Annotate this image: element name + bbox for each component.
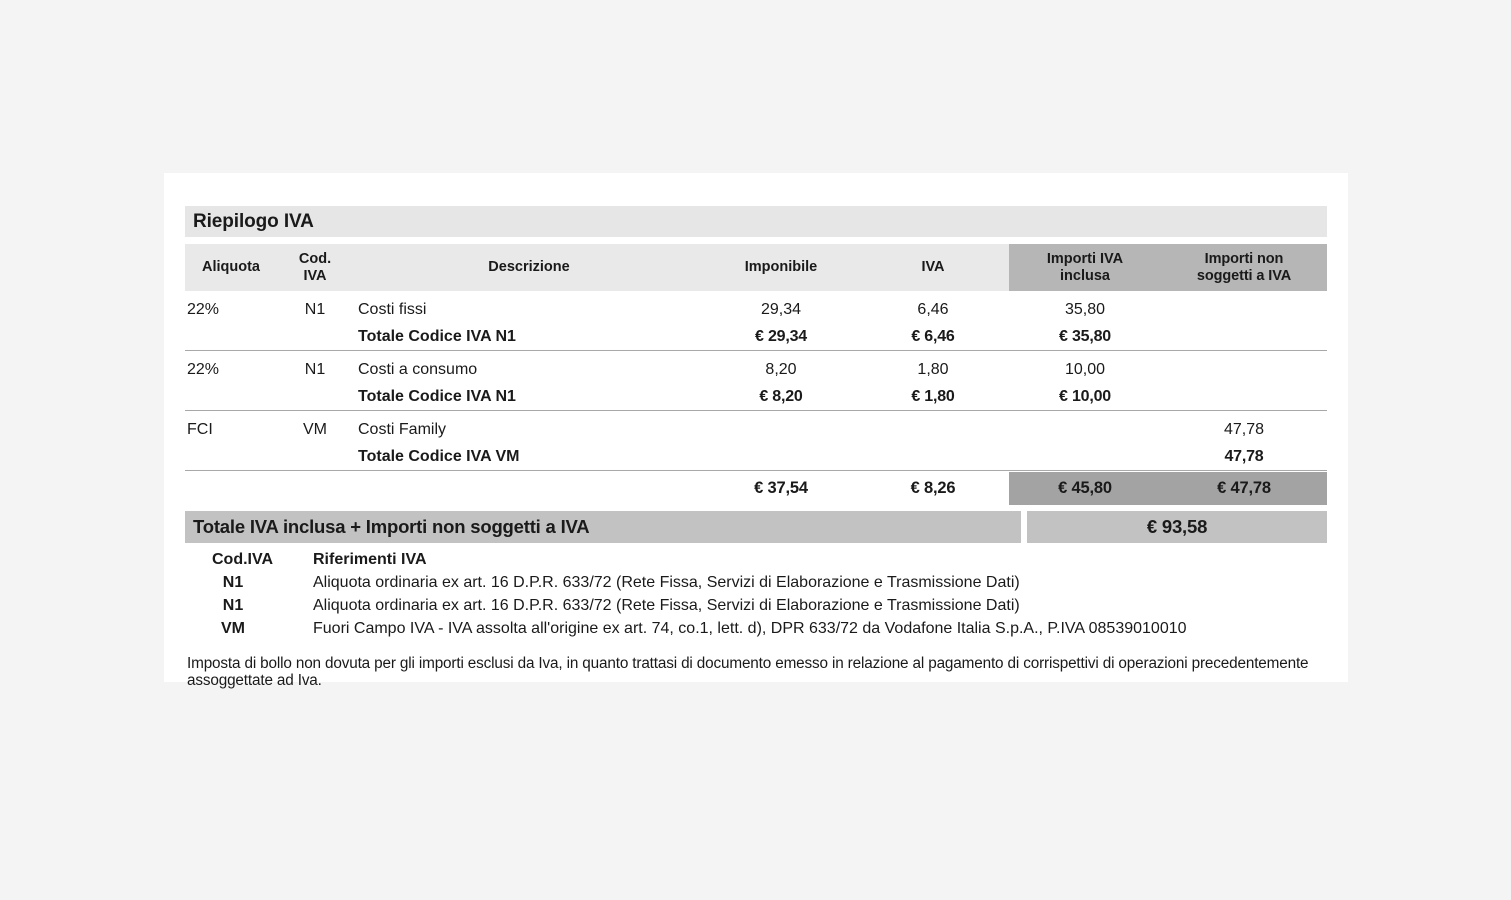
table-row-group	[185, 351, 1327, 411]
cell-importi-iva-inclusa	[1009, 416, 1161, 443]
legend-item-code: VM	[221, 620, 245, 637]
section-title-bar	[185, 206, 1327, 237]
cell-aliquota: 22%	[187, 360, 220, 378]
cell-importi-iva-inclusa: 35,80	[1064, 300, 1106, 318]
cell-cod-iva: VM	[303, 420, 327, 438]
stamp-duty-disclaimer: Imposta di bollo non dovuta per gli importi esclusi da Iva, in quanto trattasi di documento emesso in relazione al pagamento di corrispettivi di operazioni precedentemente assoggettate ad Iva.	[187, 655, 1309, 690]
table-row-subtotal	[185, 443, 1327, 470]
cell-iva: 1,80	[917, 360, 949, 378]
cell-total-importi-non-soggetti: € 47,78	[1161, 472, 1327, 505]
cell-importi-non-soggetti	[1161, 296, 1327, 323]
table-header-row	[185, 244, 1327, 291]
cell-cod-iva	[277, 472, 353, 505]
column-header-iva	[857, 244, 1009, 291]
table-row	[185, 411, 1327, 443]
final-summary-label: Totale IVA inclusa + Importi non soggetti a IVA	[185, 511, 1021, 543]
column-header-imponibile	[705, 244, 857, 291]
column-header-iva-label: IVA	[921, 259, 945, 276]
column-header-cod-iva-stack	[299, 251, 331, 284]
cell-imponibile: € 29,34	[755, 327, 807, 345]
cell-aliquota	[185, 383, 277, 410]
column-header-importi-iva-inclusa-stack	[1047, 251, 1123, 284]
cell-iva	[857, 416, 1009, 443]
column-header-descrizione	[353, 244, 705, 291]
cell-iva: € 6,46	[911, 327, 955, 345]
column-header-importi-iva-inclusa-line2: inclusa	[1060, 267, 1110, 284]
cell-descrizione	[353, 472, 705, 505]
column-header-importi-non-soggetti-line1: Importi non	[1204, 250, 1284, 267]
table-row-subtotal	[185, 383, 1327, 410]
legend-header-text: Riferimenti IVA	[313, 551, 427, 568]
column-header-importi-non-soggetti	[1161, 244, 1327, 291]
cell-imponibile: € 8,20	[759, 387, 803, 405]
column-header-aliquota-label: Aliquota	[202, 259, 260, 276]
cell-descrizione: Costi fissi	[358, 300, 427, 318]
legend-item-text: Aliquota ordinaria ex art. 16 D.P.R. 633/72 (Rete Fissa, Servizi di Elaborazione e Trasmissione Dati)	[313, 574, 1020, 591]
column-header-aliquota	[185, 244, 277, 291]
cell-importi-non-soggetti	[1161, 356, 1327, 383]
cell-importi-iva-inclusa: 10,00	[1064, 360, 1106, 378]
cell-importi-iva-inclusa: € 35,80	[1059, 327, 1111, 345]
cell-iva: € 1,80	[911, 387, 955, 405]
final-summary-value: € 93,58	[1027, 511, 1327, 543]
table-row	[185, 291, 1327, 323]
cell-cod-iva: N1	[304, 360, 326, 378]
cell-iva: 6,46	[917, 300, 949, 318]
vat-code-legend	[185, 551, 1327, 643]
cell-cod-iva	[277, 443, 353, 470]
cell-importi-iva-inclusa: € 10,00	[1059, 387, 1111, 405]
legend-header-code: Cod.IVA	[212, 551, 274, 568]
legend-item-text: Aliquota ordinaria ex art. 16 D.P.R. 633/72 (Rete Fissa, Servizi di Elaborazione e Trasmissione Dati)	[313, 597, 1020, 614]
cell-subtotal-label: Totale Codice IVA VM	[358, 447, 520, 465]
cell-subtotal-label: Totale Codice IVA N1	[358, 327, 516, 345]
final-summary-row	[185, 511, 1327, 543]
cell-imponibile: 8,20	[765, 360, 797, 378]
cell-aliquota	[185, 323, 277, 350]
legend-item-code: N1	[222, 574, 244, 591]
vat-summary-document	[185, 206, 1327, 689]
column-header-importi-non-soggetti-stack	[1197, 251, 1291, 284]
column-header-imponibile-label: Imponibile	[744, 259, 818, 276]
cell-aliquota	[185, 472, 277, 505]
column-header-cod-iva-line2: IVA	[303, 267, 327, 284]
table-row-group	[185, 411, 1327, 471]
cell-cod-iva	[277, 383, 353, 410]
cell-cod-iva	[277, 323, 353, 350]
cell-total-iva: € 8,26	[910, 479, 956, 497]
legend-header-row	[185, 551, 1327, 574]
column-header-cod-iva	[277, 244, 353, 291]
column-header-importi-iva-inclusa-line1: Importi IVA	[1046, 250, 1124, 267]
table-row-subtotal	[185, 323, 1327, 350]
table-row-group	[185, 291, 1327, 351]
cell-importi-non-soggetti	[1161, 383, 1327, 410]
cell-total-importi-iva-inclusa: € 45,80	[1009, 472, 1161, 505]
table-grand-total-row	[185, 472, 1327, 505]
cell-importi-non-soggetti: 47,78	[1224, 447, 1264, 465]
cell-imponibile	[705, 443, 857, 470]
cell-descrizione: Costi Family	[358, 420, 447, 438]
cell-aliquota	[185, 443, 277, 470]
cell-importi-non-soggetti: 47,78	[1223, 420, 1265, 438]
cell-imponibile: 29,34	[760, 300, 802, 318]
legend-item	[185, 620, 1327, 643]
column-header-cod-iva-line1: Cod.	[298, 250, 332, 267]
cell-aliquota: 22%	[187, 300, 220, 318]
column-header-importi-iva-inclusa	[1009, 244, 1161, 291]
cell-imponibile	[705, 416, 857, 443]
legend-item	[185, 574, 1327, 597]
invoice-card	[164, 173, 1348, 690]
cell-importi-non-soggetti	[1161, 323, 1327, 350]
column-header-importi-non-soggetti-line2: soggetti a IVA	[1196, 267, 1292, 284]
cell-total-imponibile: € 37,54	[754, 479, 808, 497]
page-title: Riepilogo IVA	[193, 210, 314, 232]
cell-iva	[857, 443, 1009, 470]
legend-item-text: Fuori Campo IVA - IVA assolta all'origine ex art. 74, co.1, lett. d), DPR 633/72 da Vodafone Italia S.p.A., P.IVA 08539010010	[313, 620, 1187, 637]
column-header-descrizione-label: Descrizione	[488, 259, 570, 276]
table-row	[185, 351, 1327, 383]
cell-importi-iva-inclusa	[1009, 443, 1161, 470]
legend-item	[185, 597, 1327, 620]
legend-item-code: N1	[222, 597, 244, 614]
cell-cod-iva: N1	[304, 300, 326, 318]
cell-descrizione: Costi a consumo	[358, 360, 478, 378]
cell-aliquota: FCI	[187, 420, 213, 438]
cell-subtotal-label: Totale Codice IVA N1	[358, 387, 516, 405]
